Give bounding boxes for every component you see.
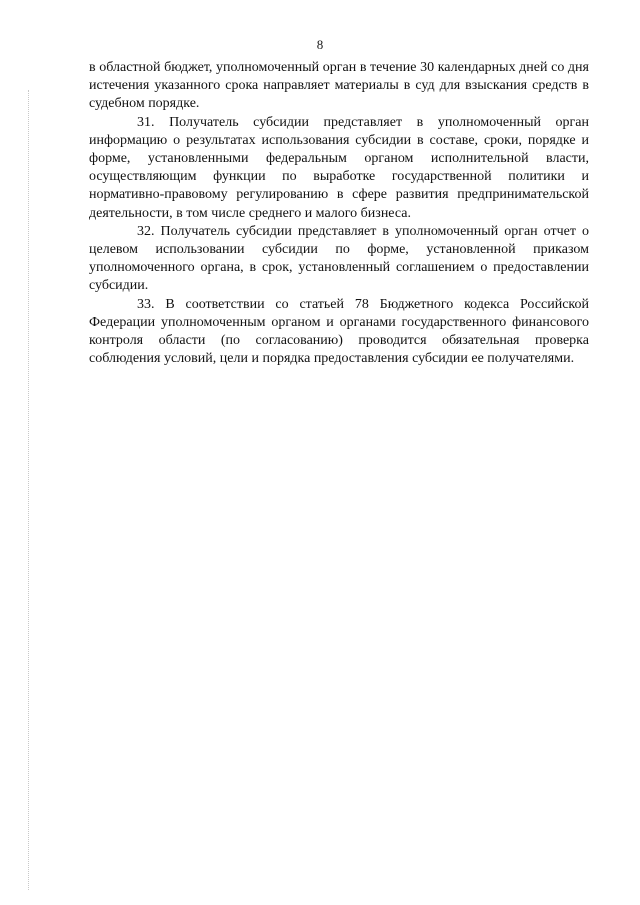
document-body <box>89 59 589 368</box>
paragraph-continuation: в областной бюджет, уполномоченный орган в течение 30 календарных дней со дня истечения указанного срока направляет материалы в суд для взыскания средств в судебном порядке. <box>89 60 589 112</box>
page-number: 8 <box>316 37 324 52</box>
paragraph-32: 32. Получатель субсидии представляет в уполномоченный орган отчет о целевом использовании субсидии по форме, установленной приказом уполномоченного органа, в срок, установленный соглашением о предоставлении субсидии. <box>89 223 589 294</box>
paragraph-33: 33. В соответствии со статьей 78 Бюджетного кодекса Российской Федерации уполномоченным органом и органами государственного финансового контроля области (по согласованию) проводится обязательная проверка соблюдения условий, цели и порядка предоставления субсидии ее получателями. <box>89 296 589 367</box>
margin-marks <box>28 90 31 890</box>
paragraph-31: 31. Получатель субсидии представляет в уполномоченный орган информацию о результатах использования субсидии в составе, сроки, порядке и форме, установленными федеральным органом исполнительной власти, осуществляющим функции по выработке государственной политики и нормативно-правовому регулированию в сфере развития предпринимательской деятельности, в том числе среднего и малого бизнеса. <box>89 114 589 221</box>
